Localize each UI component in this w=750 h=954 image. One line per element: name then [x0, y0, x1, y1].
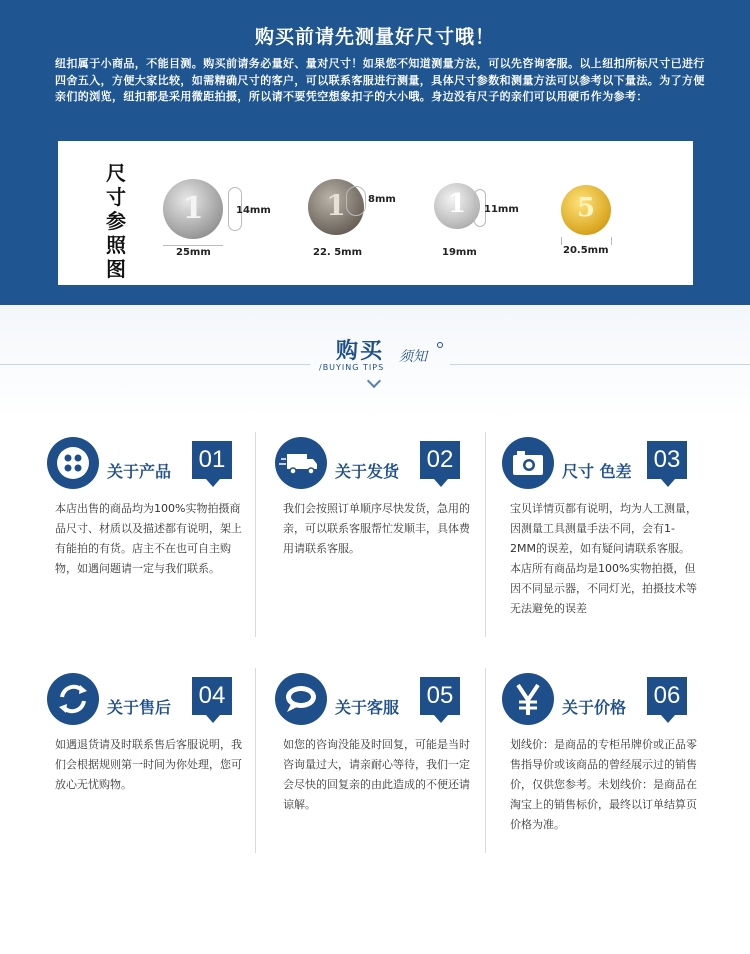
divider-line — [0, 364, 310, 365]
coin-diameter: 22. 5mm — [313, 247, 362, 258]
chat-bubble-icon — [275, 673, 327, 725]
tips-english: /BUYING TIPS — [319, 363, 385, 372]
card-title: 尺寸 色差 — [562, 462, 632, 481]
coin-thickness: 8mm — [368, 194, 396, 205]
dimension-line — [561, 237, 562, 245]
button-icon — [47, 437, 99, 489]
coin-face-value: 1 — [326, 189, 346, 222]
card-number: 05 — [420, 677, 460, 715]
card-body: 如您的咨询没能及时回复，可能是当时咨询量过大，请亲耐心等待，我们一定会尽快的回复亲的由此造成的不便还请谅解。 — [283, 738, 470, 811]
card-body: 宝贝详情页都有说明，均为人工测量，因测量工具测量手法不同，会有1-2MM的误差，如有疑问请联系客服。本店所有商品均是100%实物拍摄，但因不同显示器，不同灯光，拍摄技术等无法避免的误差 — [510, 502, 697, 615]
card-number: 01 — [192, 441, 232, 479]
top-banner — [0, 0, 750, 305]
coin-reference-panel — [58, 141, 693, 285]
card-product — [47, 437, 272, 637]
coin-face-value: 1 — [447, 189, 467, 219]
yen-icon — [502, 673, 554, 725]
coin-5-jiao — [561, 185, 611, 235]
camera-icon — [502, 437, 554, 489]
delivery-truck-icon — [275, 437, 327, 489]
coin-1-yuan — [163, 179, 223, 239]
card-title: 关于产品 — [107, 462, 172, 481]
card-number: 03 — [647, 441, 687, 479]
card-shipping — [275, 437, 500, 637]
dimension-bracket — [346, 186, 366, 216]
tips-subtitle: 须知 — [399, 349, 427, 365]
tips-title: 购买 — [336, 338, 385, 364]
card-price — [502, 673, 727, 853]
card-size-color — [502, 437, 727, 637]
dimension-line — [611, 237, 612, 245]
card-number: 06 — [647, 677, 687, 715]
coin-diameter: 25mm — [176, 247, 211, 258]
card-number: 02 — [420, 441, 460, 479]
decorative-dot — [437, 342, 443, 348]
coin-thickness: 14mm — [236, 205, 271, 216]
card-title: 关于售后 — [107, 698, 172, 717]
banner-description: 纽扣属于小商品，不能目测。购买前请务必量好、量对尺寸！如果您不知道测量方法，可以先咨询客服。以上纽扣所标尺寸已进行四舍五入，方便大家比较，如需精确尺寸的客户，可以联系客服进行测量，具体尺寸参数和测量方法可以参考以下量法。为了方便亲们的浏览，纽扣都是采用微距拍摄，所以请不要凭空想象扣子的大小哦。身边没有尺子的亲们可以用硬币作为参考： — [55, 57, 705, 103]
card-number: 04 — [192, 677, 232, 715]
card-body: 我们会按照订单顺序尽快发货，急用的亲，可以联系客服帮忙发顺丰，具体费用请联系客服。 — [283, 502, 470, 555]
coin-diameter: 20.5mm — [563, 245, 609, 256]
dimension-line — [163, 245, 223, 246]
card-customer-service — [275, 673, 500, 853]
refresh-icon — [47, 673, 99, 725]
reference-label: 尺寸参照图 — [106, 161, 126, 281]
coin-thickness: 11mm — [484, 204, 519, 215]
coin-face-value: 5 — [576, 193, 596, 223]
banner-title: 购买前请先测量好尺寸哦！ — [254, 26, 495, 48]
card-body: 划线价：是商品的专柜吊牌价或正品零售指导价或该商品的曾经展示过的销售价，仅供您参考。未划线价：是商品在淘宝上的销售标价，最终以订单结算页价格为准。 — [510, 738, 697, 831]
card-body: 如遇退货请及时联系售后客服说明，我们会根据规则第一时间为你处理，您可放心无忧购物。 — [55, 738, 242, 791]
card-after-sales — [47, 673, 272, 853]
divider-line — [450, 364, 750, 365]
card-title: 关于发货 — [335, 462, 400, 481]
coin-diameter: 19mm — [442, 247, 477, 258]
card-title: 关于客服 — [335, 698, 400, 717]
card-body: 本店出售的商品均为100%实物拍摄商品尺寸、材质以及描述都有说明，架上有能拍的有货。店主不在也可自主购物，如遇问题请一定与我们联系。 — [55, 502, 242, 575]
coin-face-value: 1 — [182, 191, 204, 226]
card-title: 关于价格 — [562, 698, 627, 717]
